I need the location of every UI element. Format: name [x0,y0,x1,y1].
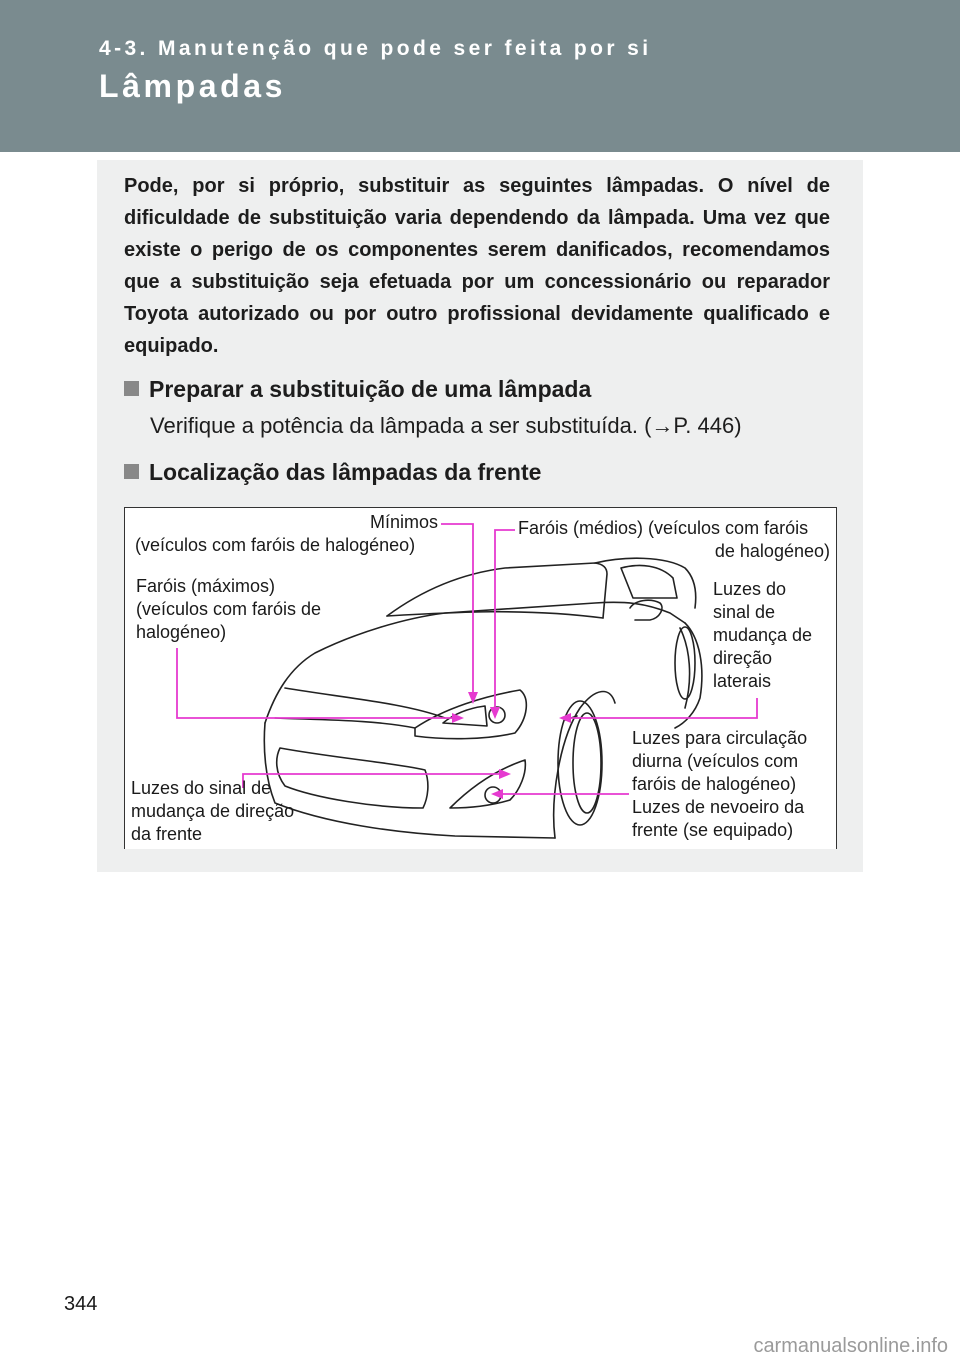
label-medios-line2: de halogéneo) [714,541,830,561]
label-sinal-frente-line1: Luzes do sinal de [131,778,272,798]
label-maximos-line1: Faróis (máximos) [136,576,276,596]
intro-paragraph: Pode, por si próprio, substituir as seguintes lâmpadas. O nível de dificuldade de substituição varia dependendo da lâmpada. Uma vez que existe o perigo de os componentes serem danificados, recomendamos que a substituição seja efetuada por um concessionário ou reparador Toyota autorizado ou por outro profissional devidamente qualificado e equipado. [124,175,830,357]
label-diurna-line1: Luzes para circulação [632,728,808,748]
label-sinal-frente-line2: mudança de direção [131,801,295,821]
label-diurna-line2: diurna (veículos com [632,751,799,771]
label-laterais-line3: mudança de [713,625,813,645]
prepare-text: Verifique a potência da lâmpada a ser substituída. (→P. 446) [150,413,742,438]
label-laterais-line2: sinal de [713,602,776,622]
subheading-location [124,459,541,486]
page-number: 344 [64,1293,98,1315]
front-bulbs-diagram [124,507,837,849]
label-minimos-note: (veículos com faróis de halogéneo) [135,535,416,555]
label-medios-line1: Faróis (médios) (veículos com faróis [518,518,809,538]
label-laterais-line4: direção [713,648,773,668]
label-nevoeiro-line2: frente (se equipado) [632,820,794,840]
label-sinal-frente-line3: da frente [131,824,203,844]
subheading-location-text: Localização das lâmpadas da frente [149,459,542,485]
subheading-prepare [124,376,591,403]
bullet-square-icon [124,464,139,479]
label-laterais-line1: Luzes do [713,579,787,599]
label-maximos-line2: (veículos com faróis de [136,599,322,619]
bullet-square-icon [124,381,139,396]
label-nevoeiro-line1: Luzes de nevoeiro da [632,797,805,817]
label-diurna-line3: faróis de halogéneo) [632,774,797,794]
chapter-header [0,0,960,152]
label-minimos-title: Mínimos [369,512,438,532]
section-label: 4-3. Manutenção que pode ser feita por si [99,37,652,60]
subheading-prepare-text: Preparar a substituição de uma lâmpada [149,376,592,402]
watermark: carmanualsonline.info [753,1335,948,1357]
label-laterais-line5: laterais [713,671,772,691]
label-maximos-line3: halogéneo) [136,622,227,642]
page-title: Lâmpadas [99,68,287,104]
